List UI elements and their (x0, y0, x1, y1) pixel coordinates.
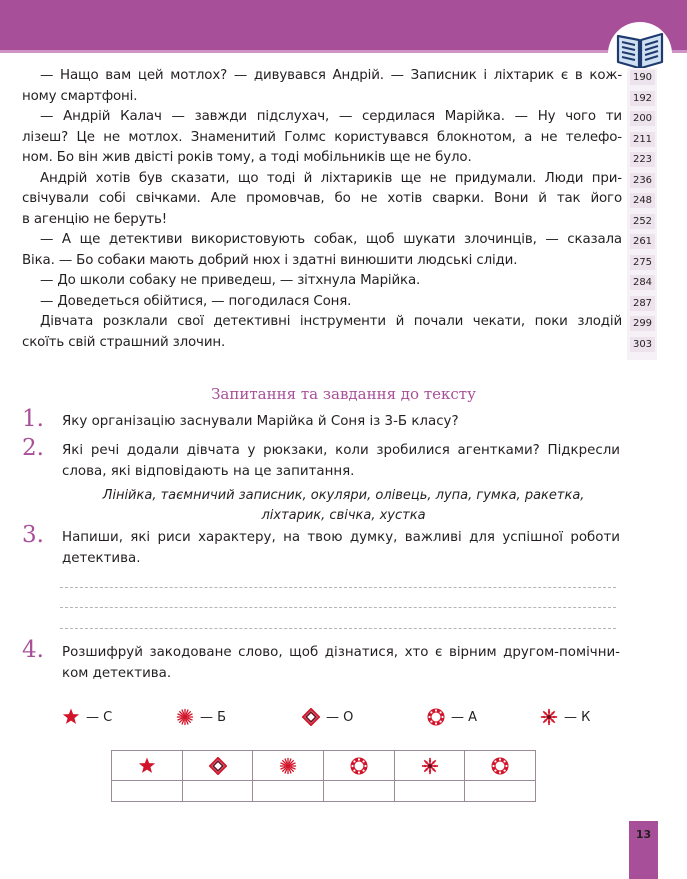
ring-icon (491, 756, 509, 775)
answer-line[interactable] (60, 607, 616, 608)
question-text: слова, які відповідають на це запитання. (62, 463, 355, 479)
cipher-answer-cell[interactable] (465, 781, 536, 802)
line-count: 275 (630, 255, 655, 270)
cipher-key-diamond (302, 706, 353, 728)
story-line: лізеш? Це не мотлох. Знаменитий Голмс користувався блокнотом, а не телефо- (22, 129, 622, 145)
story-line: ном. Бо він жив двісті років тому, а тоді мобільників ще не було. (22, 150, 472, 165)
cipher-key-star (62, 706, 112, 728)
header-bar (0, 0, 687, 50)
star-icon (138, 756, 156, 775)
question-text: детектива. (62, 550, 141, 566)
word-list-line[interactable]: ліхтарик, свічка, хустка (261, 508, 426, 523)
cipher-symbol-row (112, 751, 536, 781)
line-count: 248 (630, 193, 655, 208)
answer-line[interactable] (60, 587, 616, 588)
cipher-key-snowflake (540, 706, 590, 728)
cipher-key-label: — А (451, 709, 478, 725)
snowflake-icon (421, 756, 439, 775)
cipher-key-label: — О (326, 709, 354, 725)
question-4 (22, 637, 620, 684)
word-list-line[interactable]: Лінійка, таємничий записник, окуляри, олівець, лупа, гумка, ракетка, (102, 488, 585, 503)
cipher-key-label: — С (86, 709, 113, 725)
line-count: 303 (630, 337, 655, 352)
line-count: 299 (630, 316, 655, 331)
question-2 (22, 435, 620, 482)
story-line: — Андрій Калач — завжди підслухач, — сердилася Марійка. — Ну чого ти (40, 109, 622, 124)
story-line: свічували собі свічками. Але промовчав, бо не хотів сварки. Вони й так його (22, 191, 622, 206)
question-text: Розшифруй закодоване слово, щоб дізнатися, хто є вірним другом-помічни- (62, 645, 620, 660)
cipher-symbol-cell (324, 751, 395, 781)
question-text: ком детектива. (62, 665, 172, 681)
ring-icon (350, 756, 368, 775)
cipher-answer-cell[interactable] (253, 781, 324, 802)
line-count: 192 (630, 91, 655, 106)
line-count: 190 (630, 70, 655, 85)
story-line: Віка. — Бо собаки мають добрий нюх і здатні винюшити людські сліди. (22, 252, 518, 268)
cipher-key-sunburst (176, 706, 226, 728)
question-number: 3. (22, 522, 44, 548)
line-count: 200 (630, 111, 655, 126)
story-line: — До школи собаку не приведеш, — зітхнула Марійка. (40, 273, 421, 288)
cipher-answer-cell[interactable] (112, 781, 183, 802)
question-text: Які речі додали дівчата у рюкзаки, коли зробилися агентками? Підкресли (62, 443, 620, 458)
cipher-symbol-cell (182, 751, 253, 781)
snowflake-icon (540, 708, 558, 726)
cipher-symbol-cell (465, 751, 536, 781)
sunburst-icon (176, 708, 194, 726)
cipher-symbol-cell (112, 751, 183, 781)
question-text: Яку організацію заснували Марійка й Соня із 3-Б класу? (62, 414, 459, 429)
line-count: 287 (630, 296, 655, 311)
question-number: 1. (22, 406, 44, 432)
line-count: 261 (630, 234, 655, 249)
story-line: — Доведеться обійтися, — погодилася Соня. (40, 293, 352, 309)
cipher-answer-cell[interactable] (324, 781, 395, 802)
word-list (0, 486, 687, 526)
question-number: 2. (22, 435, 44, 461)
story-line: ному смартфоні. (22, 88, 138, 104)
question-3 (22, 522, 620, 569)
question-1 (22, 406, 620, 433)
question-text: Напиши, які риси характеру, на твою думку, важливі для успішної роботи (62, 530, 620, 545)
story-line: Андрій хотів був сказати, що тоді й ліхтариків ще не придумали. Люди при- (40, 170, 622, 186)
answer-line[interactable] (60, 628, 616, 629)
page-number: 13 (629, 821, 658, 879)
cipher-key-ring (427, 706, 477, 728)
line-count: 252 (630, 214, 655, 229)
cipher-answer-cell[interactable] (394, 781, 465, 802)
question-number: 4. (22, 637, 44, 663)
line-count: 236 (630, 173, 655, 188)
star-icon (62, 708, 80, 726)
story-line: в агенцію не беруть! (22, 211, 167, 227)
story-line: — Нащо вам цей мотлох? — дивувався Андрій. — Записник і ліхтарик є в кож- (40, 68, 622, 83)
story-line: — А ще детективи використовують собак, щоб шукати злочинців, — сказала (40, 232, 622, 247)
story-line: скоїть свій страшний злочин. (22, 334, 226, 350)
cipher-table (111, 750, 536, 802)
sunburst-icon (279, 756, 297, 775)
story-line: Дівчата розклали свої детективні інструменти й почали чекати, поки злодій (40, 314, 622, 329)
line-count: 284 (630, 275, 655, 290)
line-count: 211 (630, 132, 655, 147)
cipher-answer-row (112, 781, 536, 802)
cipher-symbol-cell (394, 751, 465, 781)
diamond-icon (302, 708, 320, 726)
header-divider (0, 50, 687, 53)
questions-title: Запитання та завдання до тексту (211, 385, 476, 403)
cipher-key-label: — К (564, 709, 591, 725)
line-count: 223 (630, 152, 655, 167)
cipher-answer-cell[interactable] (182, 781, 253, 802)
ring-icon (427, 708, 445, 726)
story-text (22, 66, 622, 353)
cipher-symbol-cell (253, 751, 324, 781)
diamond-icon (209, 756, 227, 775)
cipher-key-label: — Б (200, 709, 227, 725)
